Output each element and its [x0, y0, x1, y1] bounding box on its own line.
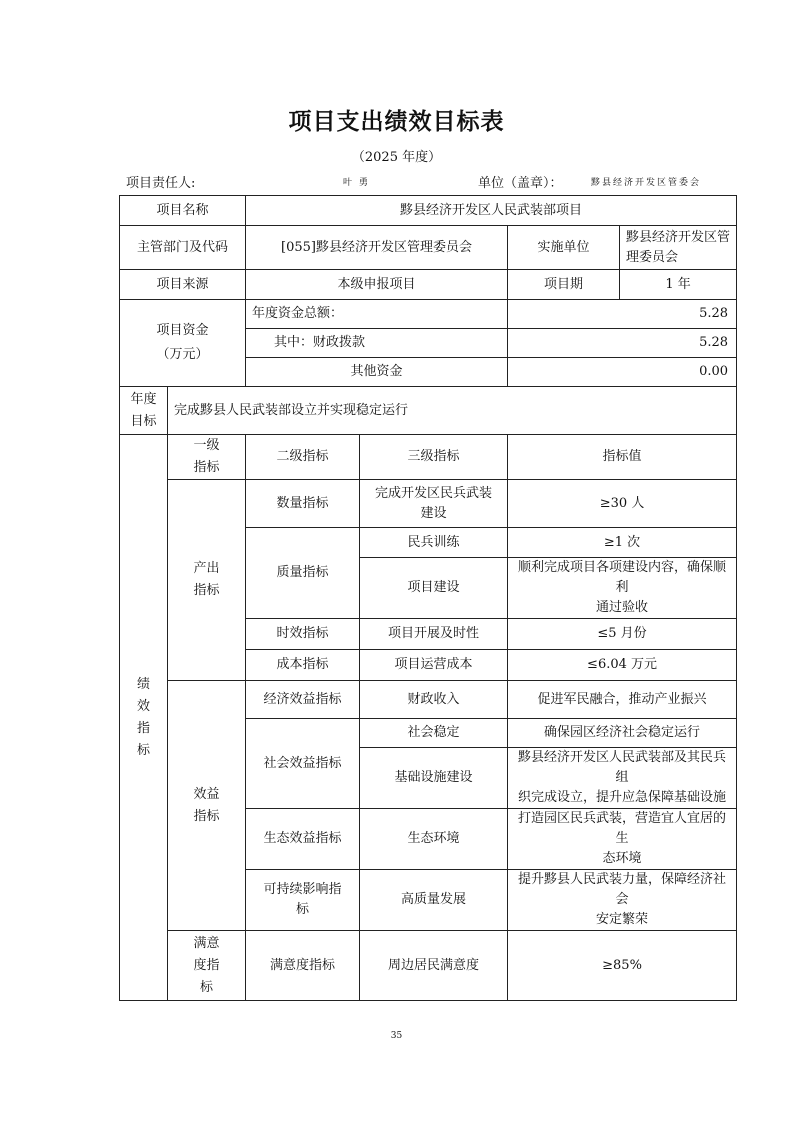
fund-label: 项目资金 （万元）: [120, 300, 246, 387]
econ-item: 财政收入: [360, 681, 508, 719]
col-level3-header: 三级指标: [360, 435, 508, 480]
eco-item: 生态环境: [360, 809, 508, 870]
table-row: [120, 435, 737, 480]
unit-label: 单位（盖章）：: [478, 176, 563, 191]
social-value-1: 确保园区经济社会稳定运行: [508, 719, 737, 748]
quality-value-2: 顺利完成项目各项建设内容，确保顺利 通过验收: [508, 558, 737, 619]
eco-label: 生态效益指标: [246, 809, 360, 870]
eco-value: 打造园区民兵武装，营造宜人宜居的生 态环境: [508, 809, 737, 870]
output-indicators-label: 产出 指标: [168, 480, 246, 681]
table-row: [120, 387, 737, 435]
page-title: 项目支出绩效目标表: [288, 108, 505, 135]
responsible-value: 叶 勇: [343, 178, 370, 188]
project-name-label: 项目名称: [120, 196, 246, 226]
econ-label: 经济效益指标: [246, 681, 360, 719]
period-value: 1 年: [620, 270, 737, 300]
sustain-item: 高质量发展: [360, 870, 508, 931]
quality-item-1: 民兵训练: [360, 528, 508, 558]
goal-value: 完成黟县人民武装部设立并实现稳定运行: [168, 387, 737, 435]
sat-value: ≥85%: [508, 931, 737, 1001]
quality-value-1: ≥1 次: [508, 528, 737, 558]
fiscal-year: （2025 年度）: [351, 150, 442, 165]
cost-value: ≤6.04 万元: [508, 650, 737, 681]
table-row: [120, 681, 737, 719]
table-row: [120, 480, 737, 528]
time-item: 项目开展及时性: [360, 619, 508, 650]
fund-total-value: 5.28: [508, 300, 737, 329]
performance-indicators-label: 绩 效 指 标: [120, 435, 168, 1001]
unit-value: 黟县经济开发区管委会: [591, 178, 702, 188]
dept-value: [055]黟县经济开发区管理委员会: [246, 226, 508, 270]
fund-fiscal-value: 5.28: [508, 329, 737, 358]
sat-label: 满意度指标: [246, 931, 360, 1001]
table-row: [120, 196, 737, 226]
quantity-value: ≥30 人: [508, 480, 737, 528]
time-label: 时效指标: [246, 619, 360, 650]
responsible-label: 项目责任人:: [126, 176, 196, 191]
performance-target-table: [119, 195, 737, 1001]
impl-unit-value: 黟县经济开发区管理委员会: [620, 226, 737, 270]
fund-fiscal-label: 其中：财政拨款: [246, 329, 508, 358]
quality-item-2: 项目建设: [360, 558, 508, 619]
period-label: 项目期: [508, 270, 620, 300]
econ-value: 促进军民融合，推动产业振兴: [508, 681, 737, 719]
col-level2-header: 二级指标: [246, 435, 360, 480]
impl-unit-label: 实施单位: [508, 226, 620, 270]
goal-label: 年度 目标: [120, 387, 168, 435]
quantity-item: 完成开发区民兵武装 建设: [360, 480, 508, 528]
table-row: [120, 300, 737, 329]
table-row: [120, 270, 737, 300]
social-item-2: 基础设施建设: [360, 748, 508, 809]
col-value-header: 指标值: [508, 435, 737, 480]
table-row: [120, 931, 737, 1001]
social-label: 社会效益指标: [246, 719, 360, 809]
fund-total-label: 年度资金总额：: [246, 300, 508, 329]
source-label: 项目来源: [120, 270, 246, 300]
page-number: 35: [390, 1031, 403, 1041]
quality-label: 质量指标: [246, 528, 360, 619]
social-value-2: 黟县经济开发区人民武装部及其民兵组 织完成设立，提升应急保障基础设施: [508, 748, 737, 809]
quantity-label: 数量指标: [246, 480, 360, 528]
sustain-label: 可持续影响指 标: [246, 870, 360, 931]
benefit-indicators-label: 效益 指标: [168, 681, 246, 931]
satisfaction-indicators-label: 满意 度指 标: [168, 931, 246, 1001]
col-level1-header: 一级 指标: [168, 435, 246, 480]
time-value: ≤5 月份: [508, 619, 737, 650]
fund-other-value: 0.00: [508, 358, 737, 387]
project-name-value: 黟县经济开发区人民武装部项目: [246, 196, 737, 226]
sat-item: 周边居民满意度: [360, 931, 508, 1001]
table-row: [120, 226, 737, 270]
cost-item: 项目运营成本: [360, 650, 508, 681]
cost-label: 成本指标: [246, 650, 360, 681]
dept-label: 主管部门及代码: [120, 226, 246, 270]
sustain-value: 提升黟县人民武装力量，保障经济社会 安定繁荣: [508, 870, 737, 931]
fund-other-label: 其他资金: [246, 358, 508, 387]
source-value: 本级申报项目: [246, 270, 508, 300]
social-item-1: 社会稳定: [360, 719, 508, 748]
